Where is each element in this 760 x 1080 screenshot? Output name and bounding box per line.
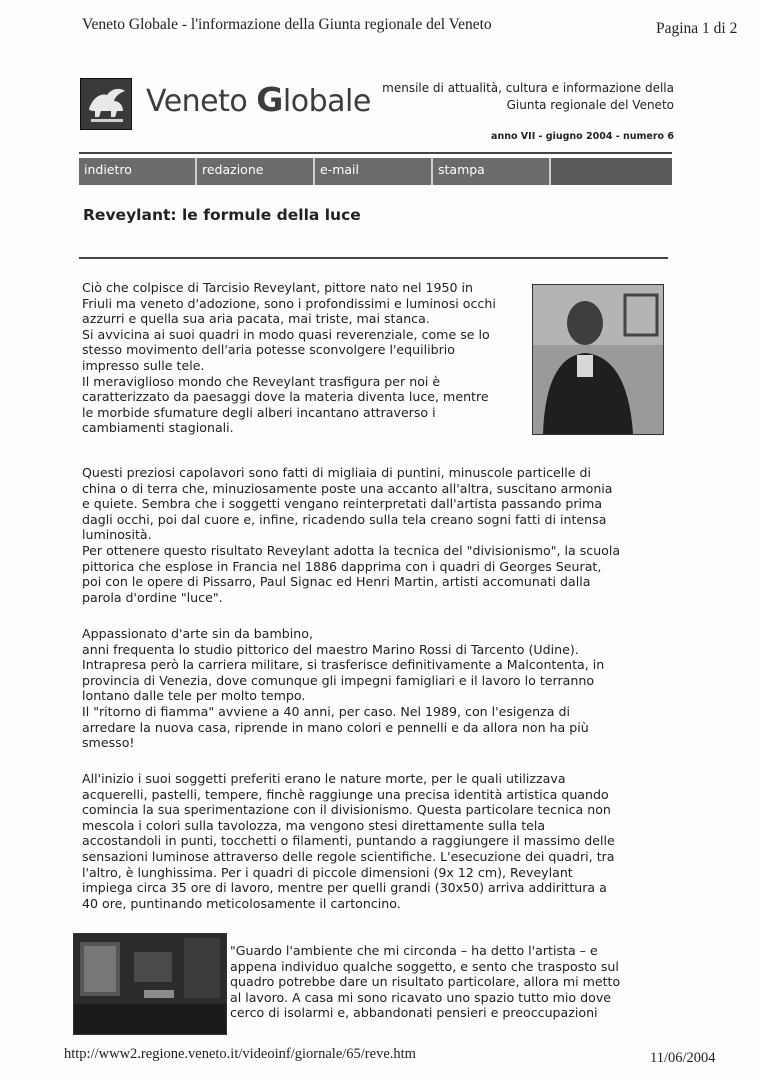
text-line: appena individuo qualche soggetto, e sento che trasposto sul [230,958,619,974]
text-line: l'altro, è lunghissima. Per i quadri di piccole dimensioni (9x 12 cm), Reveylant [82,864,573,880]
winged-lion-icon [80,78,132,130]
issue-info: anno VII - giugno 2004 - numero 6 [491,131,674,142]
text-line: arredare la nuova casa, riprende in mano colori e pennelli e da allora non ha più [82,719,589,735]
masthead-divider [79,152,672,154]
nav-bar [79,158,672,185]
paragraph-3 [82,626,604,751]
text-line: provincia di Venezia, dove comunque gli impegni famigliari e il lavoro lo terranno [82,672,595,688]
text-line: poi con le opere di Pissarro, Paul Signac ed Henri Martin, artisti accomunati dalla [82,574,591,590]
text-line: parola d'ordine "luce". [82,589,223,605]
text-line: cerco di isolarmi e, abbandonati pensieri e preoccupazioni [230,1005,598,1021]
text-line: Il "ritorno di fiamma" avviene a 40 anni, per caso. Nel 1989, con l'esigenza di [82,703,570,719]
text-line: anni frequenta lo studio pittorico del maestro Marino Rossi di Tarcento (Udine). [82,641,579,657]
paragraph-5-quote [230,943,620,1021]
text-line: Il meraviglioso mondo che Reveylant trasfigura per noi è [82,373,441,389]
nav-item-redazione[interactable]: redazione [197,158,315,185]
text-line: china o di terra che, minuziosamente poste una accanto all'altra, suscitano armonia [82,480,613,496]
footer-date: 11/06/2004 [650,1050,716,1066]
text-line: impresso sulle tele. [82,357,205,373]
text-line: Intrapresa però la carriera militare, si trasferisce definitivamente a Malcontenta, in [82,657,605,673]
article-title: Reveylant: le formule della luce [83,206,361,224]
tagline-line-1: mensile di attualità, cultura e informazione della [382,81,674,95]
text-line: acquerelli, pastelli, tempere, finchè raggiunge una precisa identità artistica quando [82,786,609,802]
nav-item-email[interactable]: e-mail [315,158,433,185]
text-line: impiega circa 35 ore di lavoro, mentre per quelli grandi (30x50) arriva addirittura a [82,880,607,896]
text-line: mescola i colori sulla tavolozza, ma vengono stesi direttamente sulla tela [82,817,546,833]
text-line: cambiamenti stagionali. [82,420,234,436]
text-line: le morbide sfumature degli alberi incantano attraverso i [82,404,436,420]
text-line: accostandoli in punti, tocchetti o filamenti, puntando a raggiungere il massimo delle [82,833,615,849]
text-line: caratterizzato da paesaggi dove la materia diventa luce, mentre [82,389,489,405]
nav-item-indietro[interactable]: indietro [79,158,197,185]
text-line: e quiete. Sembra che i soggetti vengano reinterpretati dall'artista passando prima [82,496,603,512]
text-line: dagli occhi, poi dal cuore e, infine, ricadendo sulla tela creano sogni fatti di intensa [82,511,607,527]
text-line: Per ottenere questo risultato Reveylant adotta la tecnica del "divisionismo", la scuola [82,542,621,558]
print-header-page: Pagina 1 di 2 [656,20,738,37]
artist-portrait-photo [532,284,664,435]
paragraph-4 [82,771,615,911]
paragraph-1 [82,280,496,436]
text-line: stesso movimento dell'aria potesse sconvolgere l'equilibrio [82,342,456,358]
text-line: luminosità. [82,527,152,543]
text-line: pittorica che esplose in Francia nel 1886 dapprima con i quadri di Georges Seurat, [82,558,602,574]
text-line: smesso! [82,735,135,751]
nav-spacer [551,158,672,185]
studio-photo [73,933,227,1035]
text-line: al lavoro. A casa mi sono ricavato uno spazio tutto mio dove [230,989,612,1005]
title-divider [79,257,668,259]
text-line: Questi preziosi capolavori sono fatti di migliaia di puntini, minuscole particelle di [82,465,592,480]
print-header-title: Veneto Globale - l'informazione della Giunta regionale del Veneto [82,16,492,33]
text-line: Appassionato d'arte sin da bambino, [82,626,313,641]
footer-url[interactable]: http://www2.regione.veneto.it/videoinf/giornale/65/reve.htm [64,1046,416,1062]
text-line: Friuli ma veneto d'adozione, sono i profondissimi e luminosi occhi [82,295,496,311]
tagline-line-2: Giunta regionale del Veneto [506,98,674,112]
text-line: lontano dalle tele per molto tempo. [82,688,306,704]
text-line: "Guardo l'ambiente che mi circonda – ha detto l'artista – e [230,943,598,958]
nav-item-stampa[interactable]: stampa [433,158,551,185]
text-line: comincia la sua sperimentazione con il divisionismo. Questa particolare tecnica non [82,802,611,818]
brand-wordmark: Veneto Globale [146,80,371,119]
text-line: quadro potrebbe dare un risultato particolare, allora mi metto [230,974,621,990]
text-line: Ciò che colpisce di Tarcisio Reveylant, pittore nato nel 1950 in [82,280,473,295]
text-line: sensazioni luminose attraverso delle regole scientifiche. L'esecuzione dei quadri, tra [82,848,615,864]
text-line: All'inizio i suoi soggetti preferiti erano le nature morte, per le quali utilizzava [82,771,566,786]
text-line: Si avvicina ai suoi quadri in modo quasi reverenziale, come se lo [82,326,490,342]
text-line: azzurri e quella sua aria pacata, mai triste, mai stanca. [82,311,430,327]
paragraph-2 [82,465,620,605]
masthead-tagline [382,80,674,114]
text-line: 40 ore, puntinando meticolosamente il cartoncino. [82,895,401,911]
